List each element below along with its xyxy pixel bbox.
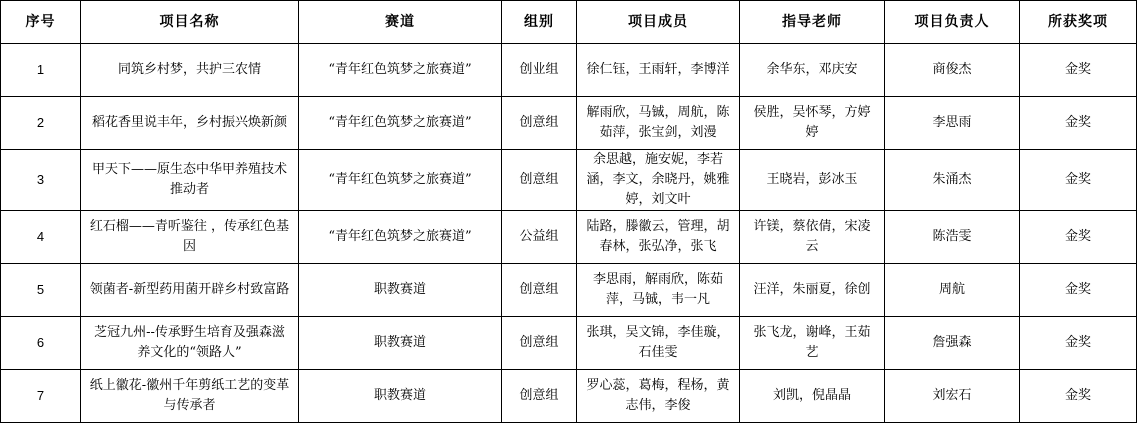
cell-award: 金奖 bbox=[1020, 211, 1137, 264]
cell-award: 金奖 bbox=[1020, 317, 1137, 370]
cell-leader: 刘宏石 bbox=[885, 370, 1020, 423]
cell-group: 创意组 bbox=[502, 264, 577, 317]
cell-group: 创意组 bbox=[502, 317, 577, 370]
cell-members: 罗心蕊，葛梅，程杨，黄志伟，李俊 bbox=[577, 370, 740, 423]
cell-members: 张琪，吴文锦，李佳璇，石佳雯 bbox=[577, 317, 740, 370]
cell-group: 创业组 bbox=[502, 44, 577, 97]
table-row bbox=[1, 150, 1137, 211]
header-leader: 项目负责人 bbox=[885, 1, 1020, 44]
cell-leader: 陈浩雯 bbox=[885, 211, 1020, 264]
cell-track: “青年红色筑梦之旅赛道” bbox=[299, 150, 502, 211]
cell-award: 金奖 bbox=[1020, 97, 1137, 150]
cell-members: 余思越，施安妮，李若涵，李文，余晓丹，姚雅婷，刘文叶 bbox=[577, 150, 740, 211]
cell-leader: 詹强森 bbox=[885, 317, 1020, 370]
cell-no: 4 bbox=[1, 211, 81, 264]
header-members: 项目成员 bbox=[577, 1, 740, 44]
table-row bbox=[1, 97, 1137, 150]
table-row bbox=[1, 44, 1137, 97]
cell-advisors: 张飞龙，谢峰，王茹艺 bbox=[740, 317, 885, 370]
cell-project-name: 领菌者-新型药用菌开辟乡村致富路 bbox=[81, 264, 299, 317]
header-track: 赛道 bbox=[299, 1, 502, 44]
cell-advisors: 余华东，邓庆安 bbox=[740, 44, 885, 97]
cell-track: 职教赛道 bbox=[299, 264, 502, 317]
header-award: 所获奖项 bbox=[1020, 1, 1137, 44]
cell-advisors: 侯胜，吴怀琴，方婷婷 bbox=[740, 97, 885, 150]
header-group: 组别 bbox=[502, 1, 577, 44]
cell-group: 公益组 bbox=[502, 211, 577, 264]
cell-members: 徐仁钰，王雨轩，李博洋 bbox=[577, 44, 740, 97]
cell-no: 6 bbox=[1, 317, 81, 370]
cell-project-name: 甲天下——原生态中华甲养殖技术推动者 bbox=[81, 150, 299, 211]
cell-leader: 周航 bbox=[885, 264, 1020, 317]
cell-leader: 朱涌杰 bbox=[885, 150, 1020, 211]
cell-project-name: 纸上徽花-徽州千年剪纸工艺的变革与传承者 bbox=[81, 370, 299, 423]
cell-advisors: 汪洋，朱丽夏，徐创 bbox=[740, 264, 885, 317]
table-row bbox=[1, 264, 1137, 317]
cell-advisors: 刘凯，倪晶晶 bbox=[740, 370, 885, 423]
cell-leader: 李思雨 bbox=[885, 97, 1020, 150]
cell-group: 创意组 bbox=[502, 97, 577, 150]
header-advisors: 指导老师 bbox=[740, 1, 885, 44]
cell-no: 2 bbox=[1, 97, 81, 150]
cell-track: 职教赛道 bbox=[299, 317, 502, 370]
cell-project-name: 红石榴——青听鉴往 ，传承红色基因 bbox=[81, 211, 299, 264]
cell-members: 陆路，滕徽云，管理，胡春林，张弘净，张飞 bbox=[577, 211, 740, 264]
cell-no: 5 bbox=[1, 264, 81, 317]
cell-track: 职教赛道 bbox=[299, 370, 502, 423]
cell-award: 金奖 bbox=[1020, 264, 1137, 317]
cell-members: 李思雨，解雨欣，陈茹萍，马铖，韦一凡 bbox=[577, 264, 740, 317]
cell-members: 解雨欣，马铖，周航，陈茹萍，张宝剑，刘漫 bbox=[577, 97, 740, 150]
header-no: 序号 bbox=[1, 1, 81, 44]
cell-project-name: 同筑乡村梦，共护三农情 bbox=[81, 44, 299, 97]
cell-award: 金奖 bbox=[1020, 370, 1137, 423]
table-row bbox=[1, 211, 1137, 264]
cell-advisors: 王晓岩，彭冰玉 bbox=[740, 150, 885, 211]
cell-award: 金奖 bbox=[1020, 150, 1137, 211]
cell-track: “青年红色筑梦之旅赛道” bbox=[299, 211, 502, 264]
cell-project-name: 稻花香里说丰年，乡村振兴焕新颜 bbox=[81, 97, 299, 150]
table-row bbox=[1, 370, 1137, 423]
table-row bbox=[1, 317, 1137, 370]
cell-leader: 商俊杰 bbox=[885, 44, 1020, 97]
cell-group: 创意组 bbox=[502, 370, 577, 423]
cell-project-name: 芝冠九州--传承野生培育及强森滋养文化的“领路人” bbox=[81, 317, 299, 370]
header-row bbox=[1, 1, 1137, 44]
cell-track: “青年红色筑梦之旅赛道” bbox=[299, 44, 502, 97]
cell-advisors: 许镁，蔡依倩，宋凌云 bbox=[740, 211, 885, 264]
cell-no: 3 bbox=[1, 150, 81, 211]
cell-no: 7 bbox=[1, 370, 81, 423]
cell-group: 创意组 bbox=[502, 150, 577, 211]
header-project-name: 项目名称 bbox=[81, 1, 299, 44]
cell-no: 1 bbox=[1, 44, 81, 97]
cell-track: “青年红色筑梦之旅赛道” bbox=[299, 97, 502, 150]
cell-award: 金奖 bbox=[1020, 44, 1137, 97]
